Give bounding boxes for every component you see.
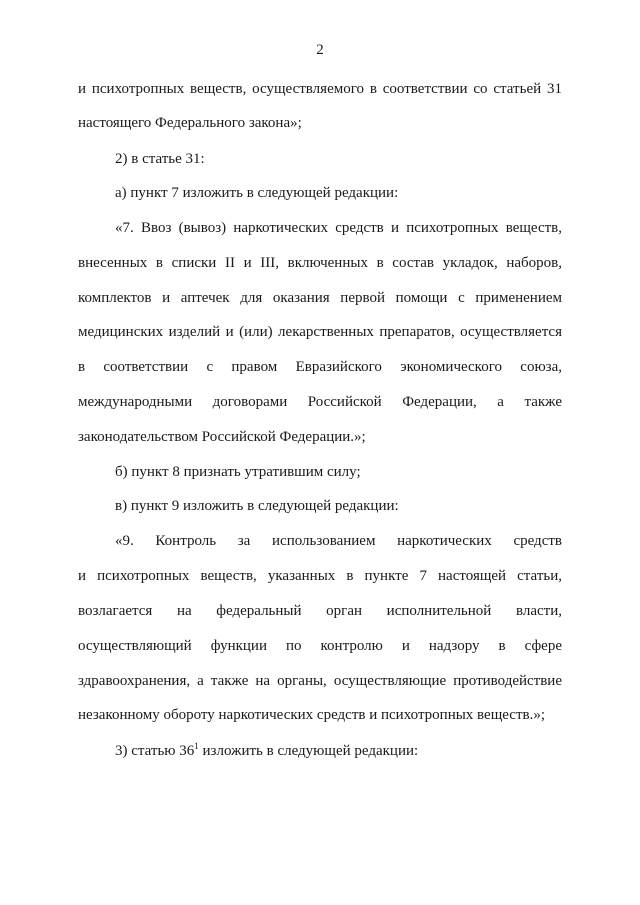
text-line: медицинских изделий и (или) лекарственных препаратов, осуществляется <box>78 324 562 340</box>
text-line: возлагается на федеральный орган исполнительной власти, <box>78 603 562 619</box>
text-line: и психотропных веществ, указанных в пункте 7 настоящей статьи, <box>78 568 562 584</box>
text-line: международными договорами Российской Федерации, а также <box>78 394 562 410</box>
text-line: осуществляющий функции по контролю и надзору в сфере <box>78 638 562 654</box>
page-number: 2 <box>316 42 324 58</box>
quoted-paragraph-line: «7. Ввоз (вывоз) наркотических средств и психотропных веществ, <box>115 220 562 236</box>
superscript: 1 <box>194 741 199 751</box>
subitem-v: в) пункт 9 изложить в следующей редакции: <box>115 498 399 514</box>
text-line: законодательством Российской Федерации.»; <box>78 429 366 445</box>
subitem-a: а) пункт 7 изложить в следующей редакции: <box>115 185 399 201</box>
text-line: в соответствии с правом Евразийского экономического союза, <box>78 359 562 375</box>
text-line: и психотропных веществ, осуществляемого в соответствии со статьей 31 <box>78 81 562 97</box>
text-line: настоящего Федерального закона»; <box>78 115 302 131</box>
item-text: 3) статью 36 <box>115 743 195 759</box>
subitem-b: б) пункт 8 признать утратившим силу; <box>115 464 361 480</box>
list-item-heading <box>115 742 418 760</box>
text-line: внесенных в списки II и III, включенных в состав укладок, наборов, <box>78 255 562 271</box>
quoted-paragraph-line: «9. Контроль за использованием наркотических средств <box>115 533 562 549</box>
list-item-heading: 2) в статье 31: <box>115 151 205 167</box>
text-line: здравоохранения, а также на органы, осуществляющие противодействие <box>78 673 562 689</box>
text-line: незаконному обороту наркотических средств и психотропных веществ.»; <box>78 707 546 723</box>
text-line: комплектов и аптечек для оказания первой помощи с применением <box>78 290 562 306</box>
item-text: изложить в следующей редакции: <box>198 743 419 759</box>
